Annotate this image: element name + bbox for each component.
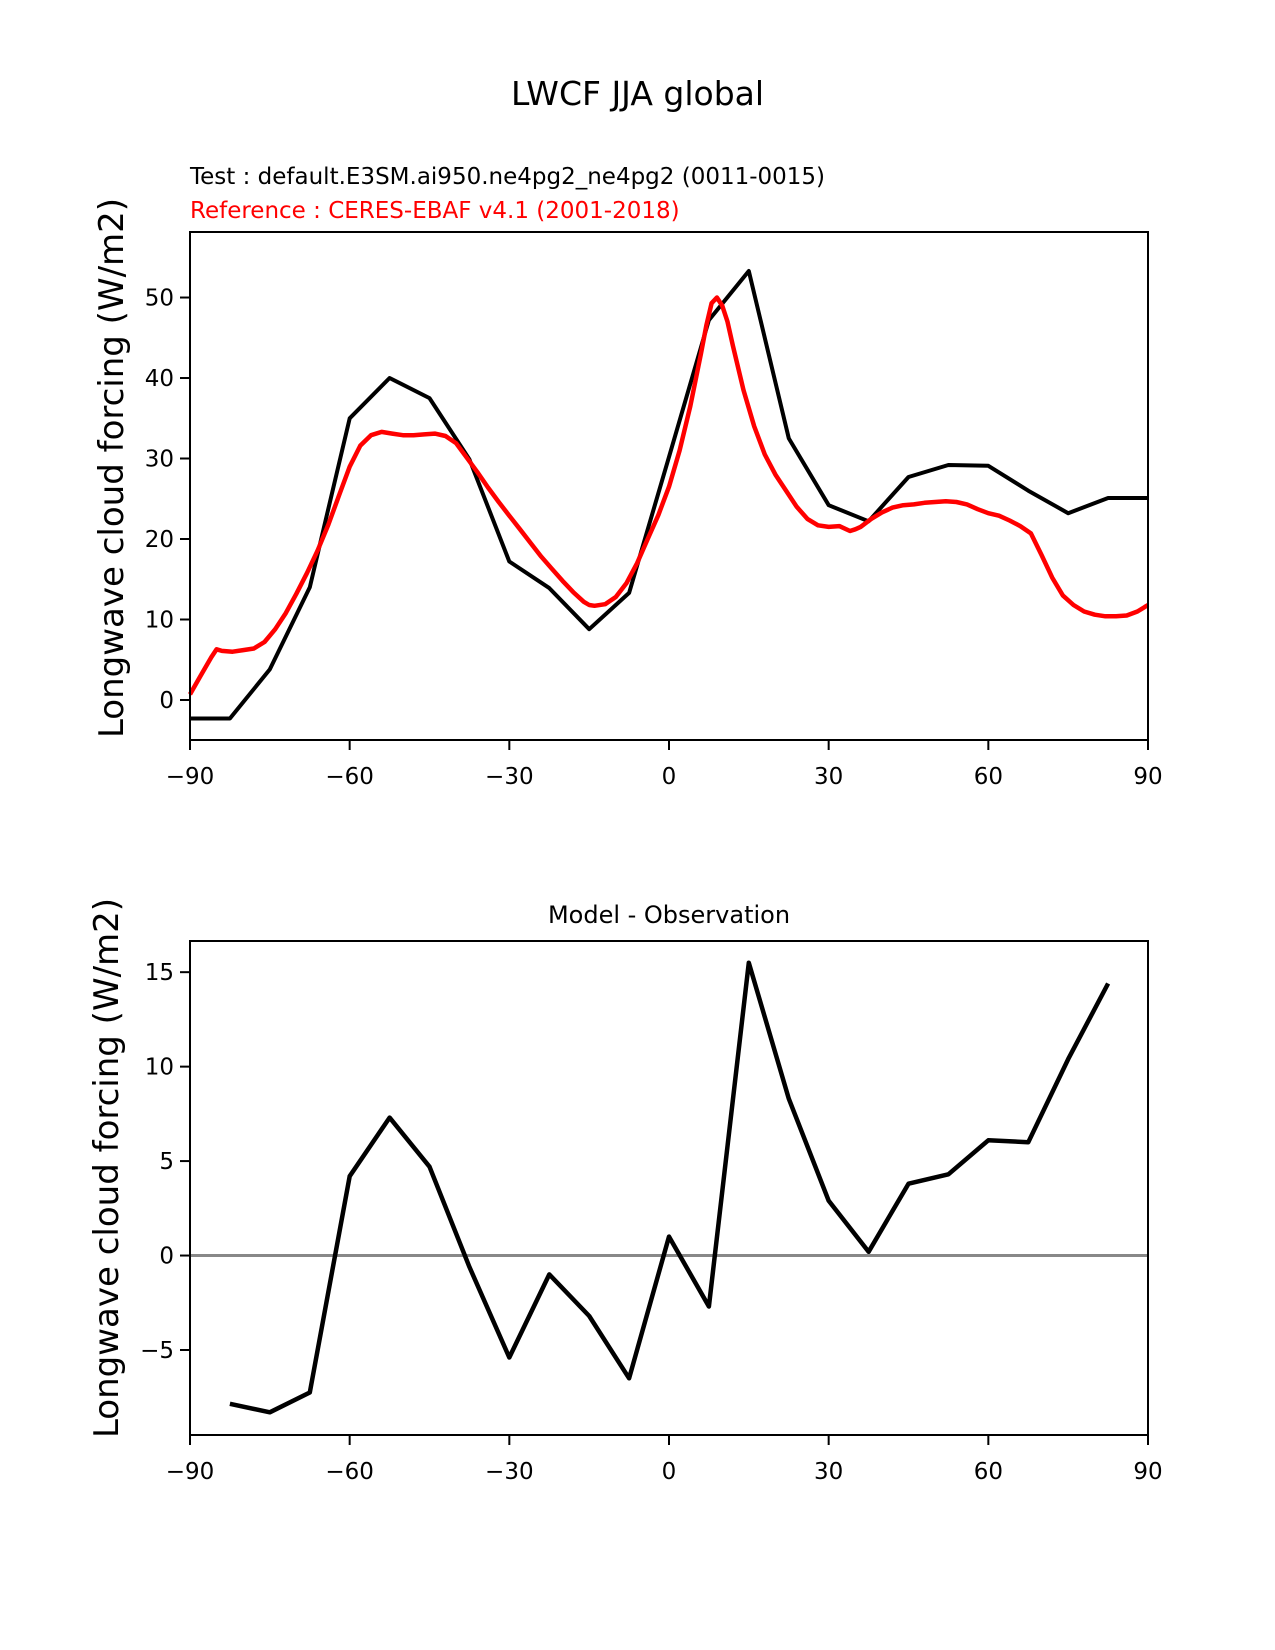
reference-series-line (190, 298, 1148, 695)
axes-frame (190, 941, 1148, 1435)
y-tick-label: −5 (140, 1337, 174, 1364)
difference-panel-title: Model - Observation (547, 901, 791, 929)
y-tick-label: 10 (144, 1054, 174, 1081)
x-tick-label: −30 (485, 764, 534, 790)
x-tick-label: −60 (325, 1459, 374, 1485)
bottom-y-axis-label: Longwave cloud forcing (W/m2) (87, 897, 127, 1439)
test-series-line (190, 271, 1148, 719)
x-tick-label: −90 (165, 1459, 215, 1485)
x-tick-label: 90 (1133, 1459, 1163, 1485)
y-tick-label: 40 (144, 366, 174, 393)
y-tick-label: 20 (144, 527, 174, 554)
figure-title: LWCF JJA global (510, 74, 765, 113)
bottom-chart (140, 941, 1163, 1485)
x-tick-label: 0 (661, 764, 677, 790)
y-tick-label: 15 (144, 960, 174, 987)
reference-run-label: Reference : CERES-EBAF v4.1 (2001-2018) (190, 198, 680, 224)
y-tick-label: 10 (144, 607, 174, 634)
x-tick-label: 60 (973, 1459, 1003, 1485)
model-observation-series-line (230, 963, 1108, 1413)
y-tick-label: 50 (144, 285, 174, 312)
x-tick-label: 60 (973, 764, 1003, 790)
top-y-axis-label: Longwave cloud forcing (W/m2) (92, 197, 132, 739)
y-tick-label: 5 (159, 1149, 174, 1176)
x-tick-label: −90 (165, 764, 215, 790)
x-tick-label: 0 (661, 1459, 677, 1485)
x-tick-label: 90 (1133, 764, 1163, 790)
x-tick-label: −30 (485, 1459, 534, 1485)
top-chart (145, 232, 1163, 790)
x-tick-label: −60 (325, 764, 374, 790)
x-tick-label: 30 (814, 764, 844, 790)
y-tick-label: 0 (159, 1243, 174, 1270)
x-tick-label: 30 (814, 1459, 844, 1485)
y-tick-label: 30 (144, 446, 174, 473)
y-tick-label: 0 (159, 687, 174, 714)
test-run-label: Test : default.E3SM.ai950.ne4pg2_ne4pg2 (0011-0015) (190, 164, 826, 190)
